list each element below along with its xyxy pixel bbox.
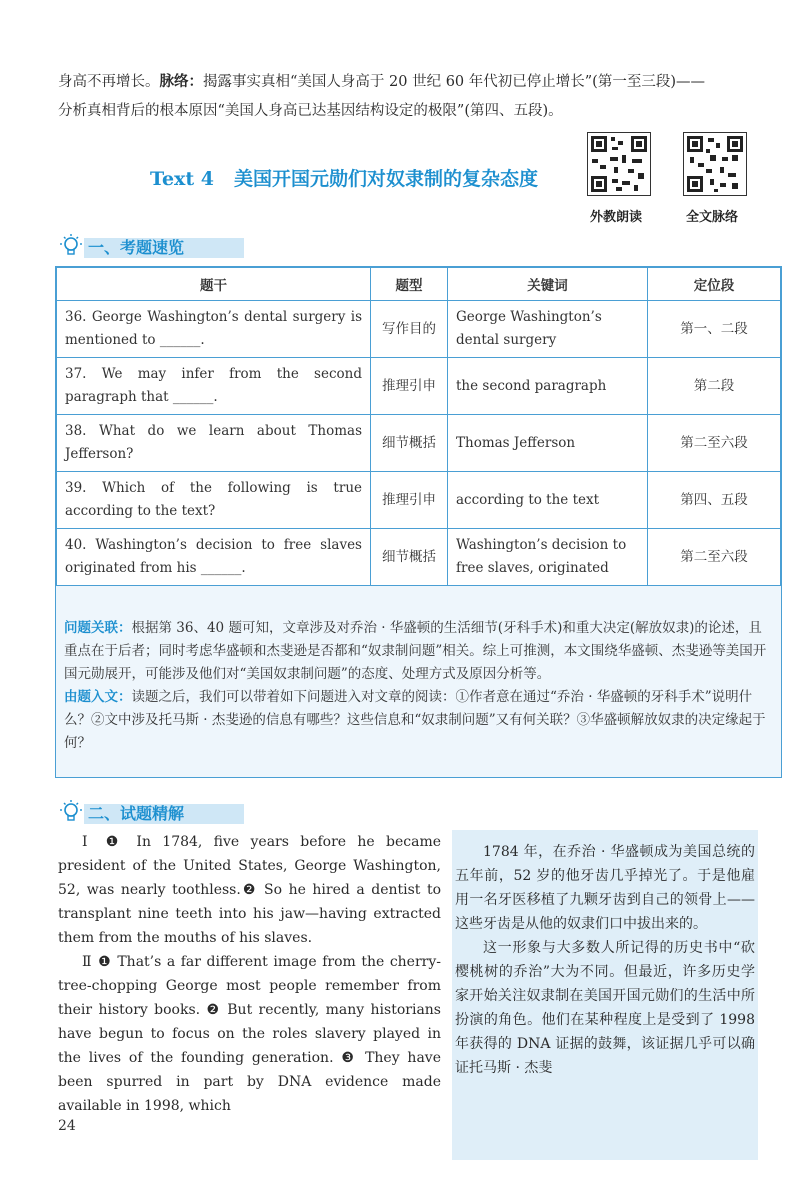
question-location: 第二至六段 [648,529,781,586]
question-keyword: Washington’s decision to free slaves, originated [448,529,648,586]
qr-code-reading[interactable] [587,132,651,196]
section-heading-text: 一、考题速览 [88,238,185,257]
context-label: 脉络： [159,74,203,90]
text-title-label: 美国开国元勋们对奴隶制的复杂态度 [234,168,539,190]
question-type: 推理引申 [371,358,448,415]
header-keyword: 关键词 [448,268,648,301]
question-location: 第二段 [648,358,781,415]
question-keyword: according to the text [448,472,648,529]
question-location: 第二至六段 [648,415,781,472]
chinese-translation [455,840,755,1140]
table-row [57,358,781,415]
analysis-notes [64,617,774,755]
question-stem: 39. Which of the following is true according to the text? [57,472,371,529]
lightbulb-icon [60,800,82,828]
question-location: 第一、二段 [648,301,781,358]
note-label: 由题入文： [64,689,132,705]
intro-paragraph [58,68,748,126]
qr-code-icon [588,133,650,195]
table-header-row [57,268,781,301]
translation-paragraph-2: 这一形象与大多数人所记得的历史书中“砍樱桃树的乔治”大为不同。但最近，许多历史学家开始关注奴隶制在美国开国元勋们的生活中所扮演的角色。他们在某种程度上是受到了 1998 年获得的 DNA 证据的鼓舞，该证据几乎可以确证托马斯 · 杰斐 [455,940,755,1076]
question-stem: 40. Washington’s decision to free slaves originated from his ______. [57,529,371,586]
intro-text: 揭露事实真相“美国人身高于 20 世纪 60 年代初已停止增长”(第一至三段)—— [203,74,705,90]
question-type: 细节概括 [371,415,448,472]
intro-text: 身高不再增长。 [58,74,160,90]
section-heading-analysis [58,798,248,826]
question-stem: 38. What do we learn about Thomas Jefferson? [57,415,371,472]
table-row [57,472,781,529]
note-text: 读题之后，我们可以带着如下问题进入对文章的阅读：①作者意在通过“乔治 · 华盛顿的牙科手术”说明什么？②文中涉及托马斯 · 杰斐逊的信息有哪些？这些信息和“奴隶制问题”又有何关联？③华盛顿解放奴隶的决定缘起于何？ [64,689,766,751]
question-keyword: the second paragraph [448,358,648,415]
question-overview-box [55,266,782,778]
qr-code-icon [684,133,746,195]
table-row [57,301,781,358]
question-keyword: George Washington’s dental surgery [448,301,648,358]
text-number: Text 4 [150,168,214,190]
intro-text: 分析真相背后的根本原因“美国人身高已达基因结构设定的极限”(第四、五段)。 [58,103,563,119]
section-heading-overview [58,232,248,260]
question-type: 写作目的 [371,301,448,358]
question-table [56,267,781,586]
translation-paragraph-1: 1784 年，在乔治 · 华盛顿成为美国总统的五年前，52 岁的他牙齿几乎掉光了。于是他雇用一名牙医移植了九颗牙齿到自己的领骨上——这些牙齿是从他的奴隶们口中拔出来的。 [455,844,755,932]
qr-label-reading: 外教朗读 [590,210,643,225]
qr-label-outline: 全文脉络 [686,210,739,225]
question-stem: 37. We may infer from the second paragraph that ______. [57,358,371,415]
text-title [150,164,538,191]
question-type: 推理引申 [371,472,448,529]
paragraph-1: Ⅰ ❶ In 1784, five years before he became president of the United States, George Washington, 52, was nearly toothless.❷ So he hired a dentist to transplant nine teeth into his jaw—having extracted them from the mouths of his slaves. [58,834,441,946]
note-text: 根据第 36、40 题可知，文章涉及对乔治 · 华盛顿的生活细节(牙科手术)和重大决定(解放奴隶)的论述，且重点在于后者；同时考虑华盛顿和杰斐逊是否都和“奴隶制问题”相关。综上可推测，本文围绕华盛顿、杰斐逊等美国开国元勋展开，可能涉及他们对“美国奴隶制问题”的态度、处理方式及原因分析等。 [64,620,767,682]
note-label: 问题关联： [64,620,132,636]
english-passage [58,830,441,1118]
question-location: 第四、五段 [648,472,781,529]
page-number: 24 [58,1118,76,1134]
paragraph-2: Ⅱ ❶ That’s a far different image from the cherry-tree-chopping George most people remember from their history books. ❷ But recently, many historians have begun to focus on the roles slavery played in the lives of the founding generation. ❸ They have been spurred in part by DNA evidence made available in 1998, which [58,954,441,1114]
question-type: 细节概括 [371,529,448,586]
question-keyword: Thomas Jefferson [448,415,648,472]
header-location: 定位段 [648,268,781,301]
section-heading-text: 二、试题精解 [88,804,185,823]
lightbulb-icon [60,234,82,262]
table-row [57,415,781,472]
question-stem: 36. George Washington’s dental surgery is mentioned to ______. [57,301,371,358]
header-type: 题型 [371,268,448,301]
header-stem: 题干 [57,268,371,301]
table-row [57,529,781,586]
qr-code-outline[interactable] [683,132,747,196]
